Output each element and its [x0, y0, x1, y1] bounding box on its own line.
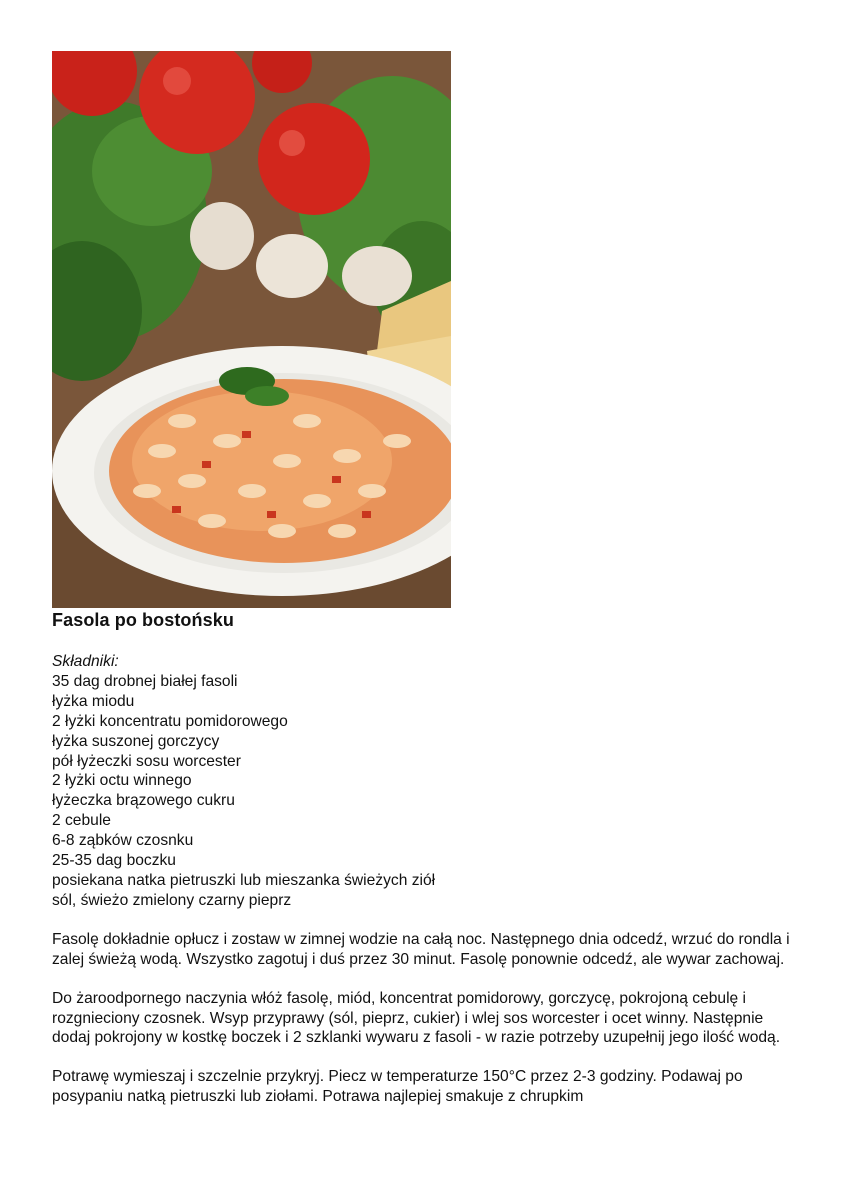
ingredients-list: [52, 672, 802, 911]
ingredient-item: 2 łyżki koncentratu pomidorowego: [52, 712, 288, 730]
ingredient-item: pół łyżeczki sosu worcester: [52, 752, 241, 770]
instructions-paragraph: Do żaroodpornego naczynia włóż fasolę, miód, koncentrat pomidorowy, gorczycę, pokrojoną cebulę i rozgnieciony czosnek. Wsyp przyprawy (sól, pieprz, cukier) i wlej sos worcester i ocet winny. Następnie dodaj pokrojony w kostkę boczek i 2 szklanki wywaru z fasoli - w razie potrzeby uzupełnij jego ilość wodą.: [52, 989, 781, 1047]
ingredient-item: 2 łyżki octu winnego: [52, 772, 192, 790]
ingredient-item: 6-8 ząbków czosnku: [52, 832, 194, 850]
instructions-paragraph: Fasolę dokładnie opłucz i zostaw w zimnej wodzie na całą noc. Następnego dnia odcedź, wrzuć do rondla i zalej świeżą wodą. Wszystko zagotuj i duś przez 30 minut. Fasolę ponownie odcedź, ale wywar zachowaj.: [52, 930, 790, 968]
ingredient-item: łyżka miodu: [52, 692, 135, 710]
dish-photo: [52, 51, 451, 608]
ingredient-item: łyżka suszonej gorczycy: [52, 732, 220, 750]
ingredient-item: posiekana natka pietruszki lub mieszanka świeżych ziół: [52, 871, 436, 889]
ingredient-item: 2 cebule: [52, 812, 111, 830]
recipe-body: [52, 652, 802, 1107]
ingredients-heading: Składniki:: [52, 653, 119, 670]
ingredient-item: 25-35 dag boczku: [52, 852, 176, 870]
ingredient-item: 35 dag drobnej białej fasoli: [52, 672, 238, 690]
ingredient-item: łyżeczka brązowego cukru: [52, 792, 235, 810]
ingredient-item: sól, świeżo zmielony czarny pieprz: [52, 891, 292, 909]
recipe-title: Fasola po bostońsku: [52, 610, 234, 630]
instructions-paragraph: Potrawę wymieszaj i szczelnie przykryj. Piecz w temperaturze 150°C przez 2-3 godziny. Podawaj po posypaniu natką pietruszki lub ziołami. Potrawa najlepiej smakuje z chrupkim: [52, 1068, 743, 1106]
